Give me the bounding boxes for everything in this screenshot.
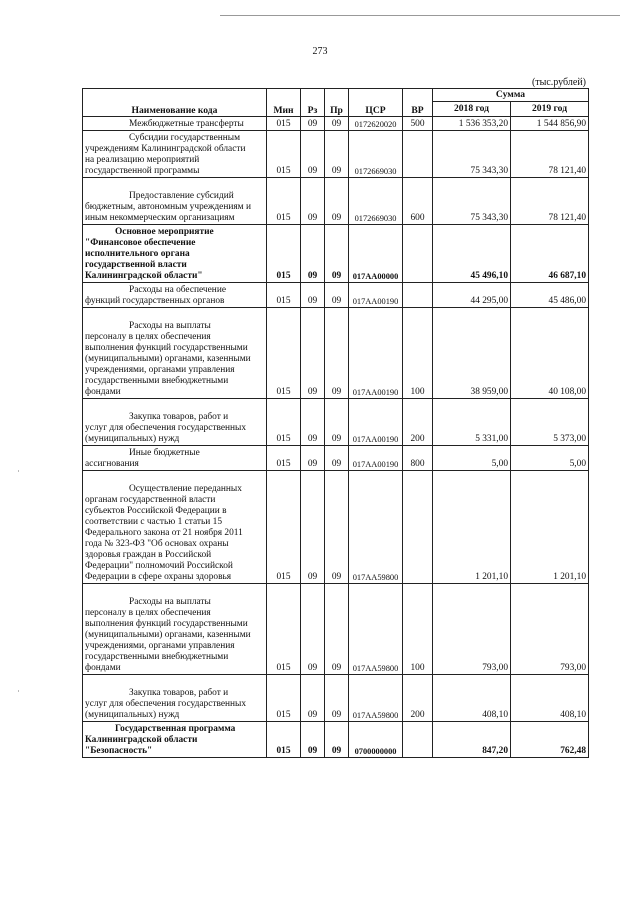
- row-sum-2018: 75 343,30: [433, 178, 511, 225]
- row-csr: 017АА00190: [349, 308, 403, 399]
- row-name-line: субъектов Российской Федерации в: [85, 506, 227, 516]
- row-name-line: Межбюджетные трансферты: [129, 119, 244, 129]
- row-min: 015: [267, 584, 301, 675]
- row-csr: 017АА00190: [349, 446, 403, 471]
- table-row: [83, 308, 589, 399]
- budget-table: [82, 88, 589, 758]
- row-name-line: персоналу в целях обеспечения: [85, 332, 211, 342]
- row-sum-2019: 5 373,00: [511, 399, 589, 446]
- row-name-line: [85, 401, 264, 412]
- row-name-line: государственной программы: [85, 166, 200, 176]
- row-name-line: иным некоммерческим организациям: [85, 213, 235, 223]
- row-sum-2019: 1 201,10: [511, 471, 589, 584]
- row-name-line: [85, 677, 264, 688]
- row-pr: 09: [325, 446, 349, 471]
- row-name-line: здоровья граждан в Российской: [85, 550, 212, 560]
- row-csr: 017АА59800: [349, 471, 403, 584]
- row-min: 015: [267, 399, 301, 446]
- row-vr: [403, 131, 433, 178]
- table-row: [83, 117, 589, 131]
- row-name: [83, 131, 267, 178]
- row-pr: 09: [325, 308, 349, 399]
- table-row: [83, 225, 589, 283]
- row-rz: 09: [301, 584, 325, 675]
- row-csr: 017АА00190: [349, 283, 403, 308]
- row-rz: 09: [301, 283, 325, 308]
- row-rz: 09: [301, 446, 325, 471]
- row-name: [83, 584, 267, 675]
- header-name: Наименование кода: [83, 89, 267, 117]
- row-min: 015: [267, 283, 301, 308]
- row-rz: 09: [301, 399, 325, 446]
- table-row: [83, 471, 589, 584]
- row-name-line: фондами: [85, 387, 121, 397]
- row-csr: 0172669030: [349, 178, 403, 225]
- table-row: [83, 722, 589, 758]
- scan-mark: [18, 690, 19, 692]
- row-vr: [403, 722, 433, 758]
- row-name-line: Расходы на обеспечение: [129, 285, 226, 295]
- row-pr: 09: [325, 283, 349, 308]
- row-name: [83, 178, 267, 225]
- row-rz: 09: [301, 178, 325, 225]
- row-name-line: Федерального закона от 21 ноября 2011: [85, 528, 243, 538]
- row-sum-2018: 38 959,00: [433, 308, 511, 399]
- row-name-line: учреждениями, органами управления: [85, 641, 235, 651]
- row-name-line: выполнения функций государственными: [85, 343, 248, 353]
- table-row: [83, 399, 589, 446]
- row-min: 015: [267, 178, 301, 225]
- row-csr: 0700000000: [349, 722, 403, 758]
- row-name-line: персоналу в целях обеспечения: [85, 608, 211, 618]
- row-name-line: [85, 180, 264, 191]
- row-vr: 500: [403, 117, 433, 131]
- row-vr: 100: [403, 584, 433, 675]
- row-pr: 09: [325, 471, 349, 584]
- row-vr: 200: [403, 675, 433, 722]
- row-name-line: бюджетным, автономным учреждениям и: [85, 202, 251, 212]
- row-rz: 09: [301, 675, 325, 722]
- row-name-line: [85, 586, 264, 597]
- row-name: [83, 722, 267, 758]
- row-sum-2019: 78 121,40: [511, 178, 589, 225]
- row-name-line: Осуществление переданных: [129, 484, 242, 494]
- row-vr: [403, 283, 433, 308]
- header-min: Мин: [267, 89, 301, 117]
- row-sum-2019: 45 486,00: [511, 283, 589, 308]
- row-sum-2018: 5 331,00: [433, 399, 511, 446]
- row-name-line: (муниципальных) нужд: [85, 710, 180, 720]
- row-name-line: Предоставление субсидий: [129, 191, 234, 201]
- row-name-line: ассигнования: [85, 459, 139, 469]
- row-name-line: органам государственной власти: [85, 495, 216, 505]
- row-name-line: Расходы на выплаты: [129, 597, 211, 607]
- row-name-line: государственными внебюджетными: [85, 652, 229, 662]
- table-row: [83, 584, 589, 675]
- row-name-line: [85, 310, 264, 321]
- row-pr: 09: [325, 225, 349, 283]
- row-rz: 09: [301, 131, 325, 178]
- row-sum-2019: 46 687,10: [511, 225, 589, 283]
- table-row: [83, 446, 589, 471]
- row-name-line: Государственная программа: [115, 724, 236, 734]
- table-row: [83, 675, 589, 722]
- row-pr: 09: [325, 131, 349, 178]
- row-min: 015: [267, 446, 301, 471]
- row-sum-2018: 793,00: [433, 584, 511, 675]
- row-sum-2019: 793,00: [511, 584, 589, 675]
- row-name: [83, 308, 267, 399]
- row-sum-2018: 408,10: [433, 675, 511, 722]
- row-name-line: функций государственных органов: [85, 296, 225, 306]
- row-vr: 600: [403, 178, 433, 225]
- row-name-line: Федерации в сфере охраны здоровья: [85, 572, 232, 582]
- header-sum: Сумма: [433, 89, 589, 102]
- row-sum-2019: 408,10: [511, 675, 589, 722]
- header-2019: 2019 год: [511, 101, 589, 116]
- header-pr: Пр: [325, 89, 349, 117]
- row-csr: 017АА00000: [349, 225, 403, 283]
- row-name-line: Иные бюджетные: [129, 448, 200, 458]
- row-min: 015: [267, 117, 301, 131]
- row-name-line: Закупка товаров, работ и: [129, 412, 229, 422]
- row-name-line: Закупка товаров, работ и: [129, 688, 229, 698]
- row-sum-2018: 45 496,10: [433, 225, 511, 283]
- row-vr: 800: [403, 446, 433, 471]
- row-name-line: Калининградской области": [85, 271, 203, 281]
- row-vr: 200: [403, 399, 433, 446]
- row-rz: 09: [301, 117, 325, 131]
- row-sum-2018: 5,00: [433, 446, 511, 471]
- row-csr: 017АА59800: [349, 584, 403, 675]
- row-name-line: [85, 473, 264, 484]
- table-body: [83, 117, 589, 758]
- row-pr: 09: [325, 399, 349, 446]
- row-rz: 09: [301, 308, 325, 399]
- row-name-line: Калининградской области: [85, 735, 198, 745]
- row-name-line: услуг для обеспечения государственных: [85, 699, 247, 709]
- row-name-line: Субсидии государственным: [129, 133, 241, 143]
- row-min: 015: [267, 131, 301, 178]
- row-name: [83, 117, 267, 131]
- row-name: [83, 675, 267, 722]
- row-name-line: (муниципальных) нужд: [85, 434, 180, 444]
- row-name: [83, 283, 267, 308]
- row-name-line: Федерации" полномочий Российской: [85, 561, 233, 571]
- row-sum-2019: 1 544 856,90: [511, 117, 589, 131]
- row-name: [83, 471, 267, 584]
- row-name-line: соответствии с частью 1 статьи 15: [85, 517, 223, 527]
- row-name-line: на реализацию мероприятий: [85, 155, 200, 165]
- row-name-line: учреждениями, органами управления: [85, 365, 235, 375]
- header-vr: ВР: [403, 89, 433, 117]
- row-name: [83, 225, 267, 283]
- row-name-line: государственной власти: [85, 260, 187, 270]
- row-pr: 09: [325, 722, 349, 758]
- header-rz: Рз: [301, 89, 325, 117]
- row-sum-2018: 847,20: [433, 722, 511, 758]
- row-name-line: (муниципальными) органами, казенными: [85, 630, 251, 640]
- row-sum-2018: 44 295,00: [433, 283, 511, 308]
- header-2018: 2018 год: [433, 101, 511, 116]
- row-sum-2019: 5,00: [511, 446, 589, 471]
- units-label: (тыс.рублей): [531, 77, 586, 88]
- row-sum-2018: 75 343,30: [433, 131, 511, 178]
- row-sum-2018: 1 201,10: [433, 471, 511, 584]
- row-vr: [403, 471, 433, 584]
- row-name-line: учреждениям Калининградской области: [85, 144, 246, 154]
- row-csr: 0172669030: [349, 131, 403, 178]
- row-min: 015: [267, 675, 301, 722]
- row-csr: 017АА00190: [349, 399, 403, 446]
- row-csr: 017АА59800: [349, 675, 403, 722]
- row-name: [83, 399, 267, 446]
- header-csr: ЦСР: [349, 89, 403, 117]
- row-min: 015: [267, 722, 301, 758]
- page-number: 273: [312, 46, 328, 57]
- row-pr: 09: [325, 675, 349, 722]
- row-rz: 09: [301, 225, 325, 283]
- row-name-line: (муниципальными) органами, казенными: [85, 354, 251, 364]
- table-row: [83, 283, 589, 308]
- row-name-line: фондами: [85, 663, 121, 673]
- row-name-line: "Финансовое обеспечение: [85, 238, 196, 248]
- row-name-line: государственными внебюджетными: [85, 376, 229, 386]
- scan-mark: [18, 470, 19, 472]
- row-sum-2019: 762,48: [511, 722, 589, 758]
- row-min: 015: [267, 225, 301, 283]
- row-name-line: выполнения функций государственными: [85, 619, 248, 629]
- row-name-line: "Безопасность": [85, 746, 153, 756]
- row-sum-2019: 40 108,00: [511, 308, 589, 399]
- row-name-line: услуг для обеспечения государственных: [85, 423, 247, 433]
- row-name-line: Основное мероприятие: [115, 227, 214, 237]
- row-vr: 100: [403, 308, 433, 399]
- row-name-line: исполнительного органа: [85, 249, 190, 259]
- row-min: 015: [267, 308, 301, 399]
- row-pr: 09: [325, 584, 349, 675]
- table-row: [83, 178, 589, 225]
- table-row: [83, 131, 589, 178]
- row-vr: [403, 225, 433, 283]
- row-sum-2018: 1 536 353,20: [433, 117, 511, 131]
- row-name-line: Расходы на выплаты: [129, 321, 211, 331]
- row-rz: 09: [301, 722, 325, 758]
- top-rule: [220, 15, 620, 16]
- row-rz: 09: [301, 471, 325, 584]
- row-pr: 09: [325, 117, 349, 131]
- row-min: 015: [267, 471, 301, 584]
- row-sum-2019: 78 121,40: [511, 131, 589, 178]
- row-pr: 09: [325, 178, 349, 225]
- row-name-line: года № 323-ФЗ "Об основах охраны: [85, 539, 229, 549]
- row-name: [83, 446, 267, 471]
- row-csr: 0172620020: [349, 117, 403, 131]
